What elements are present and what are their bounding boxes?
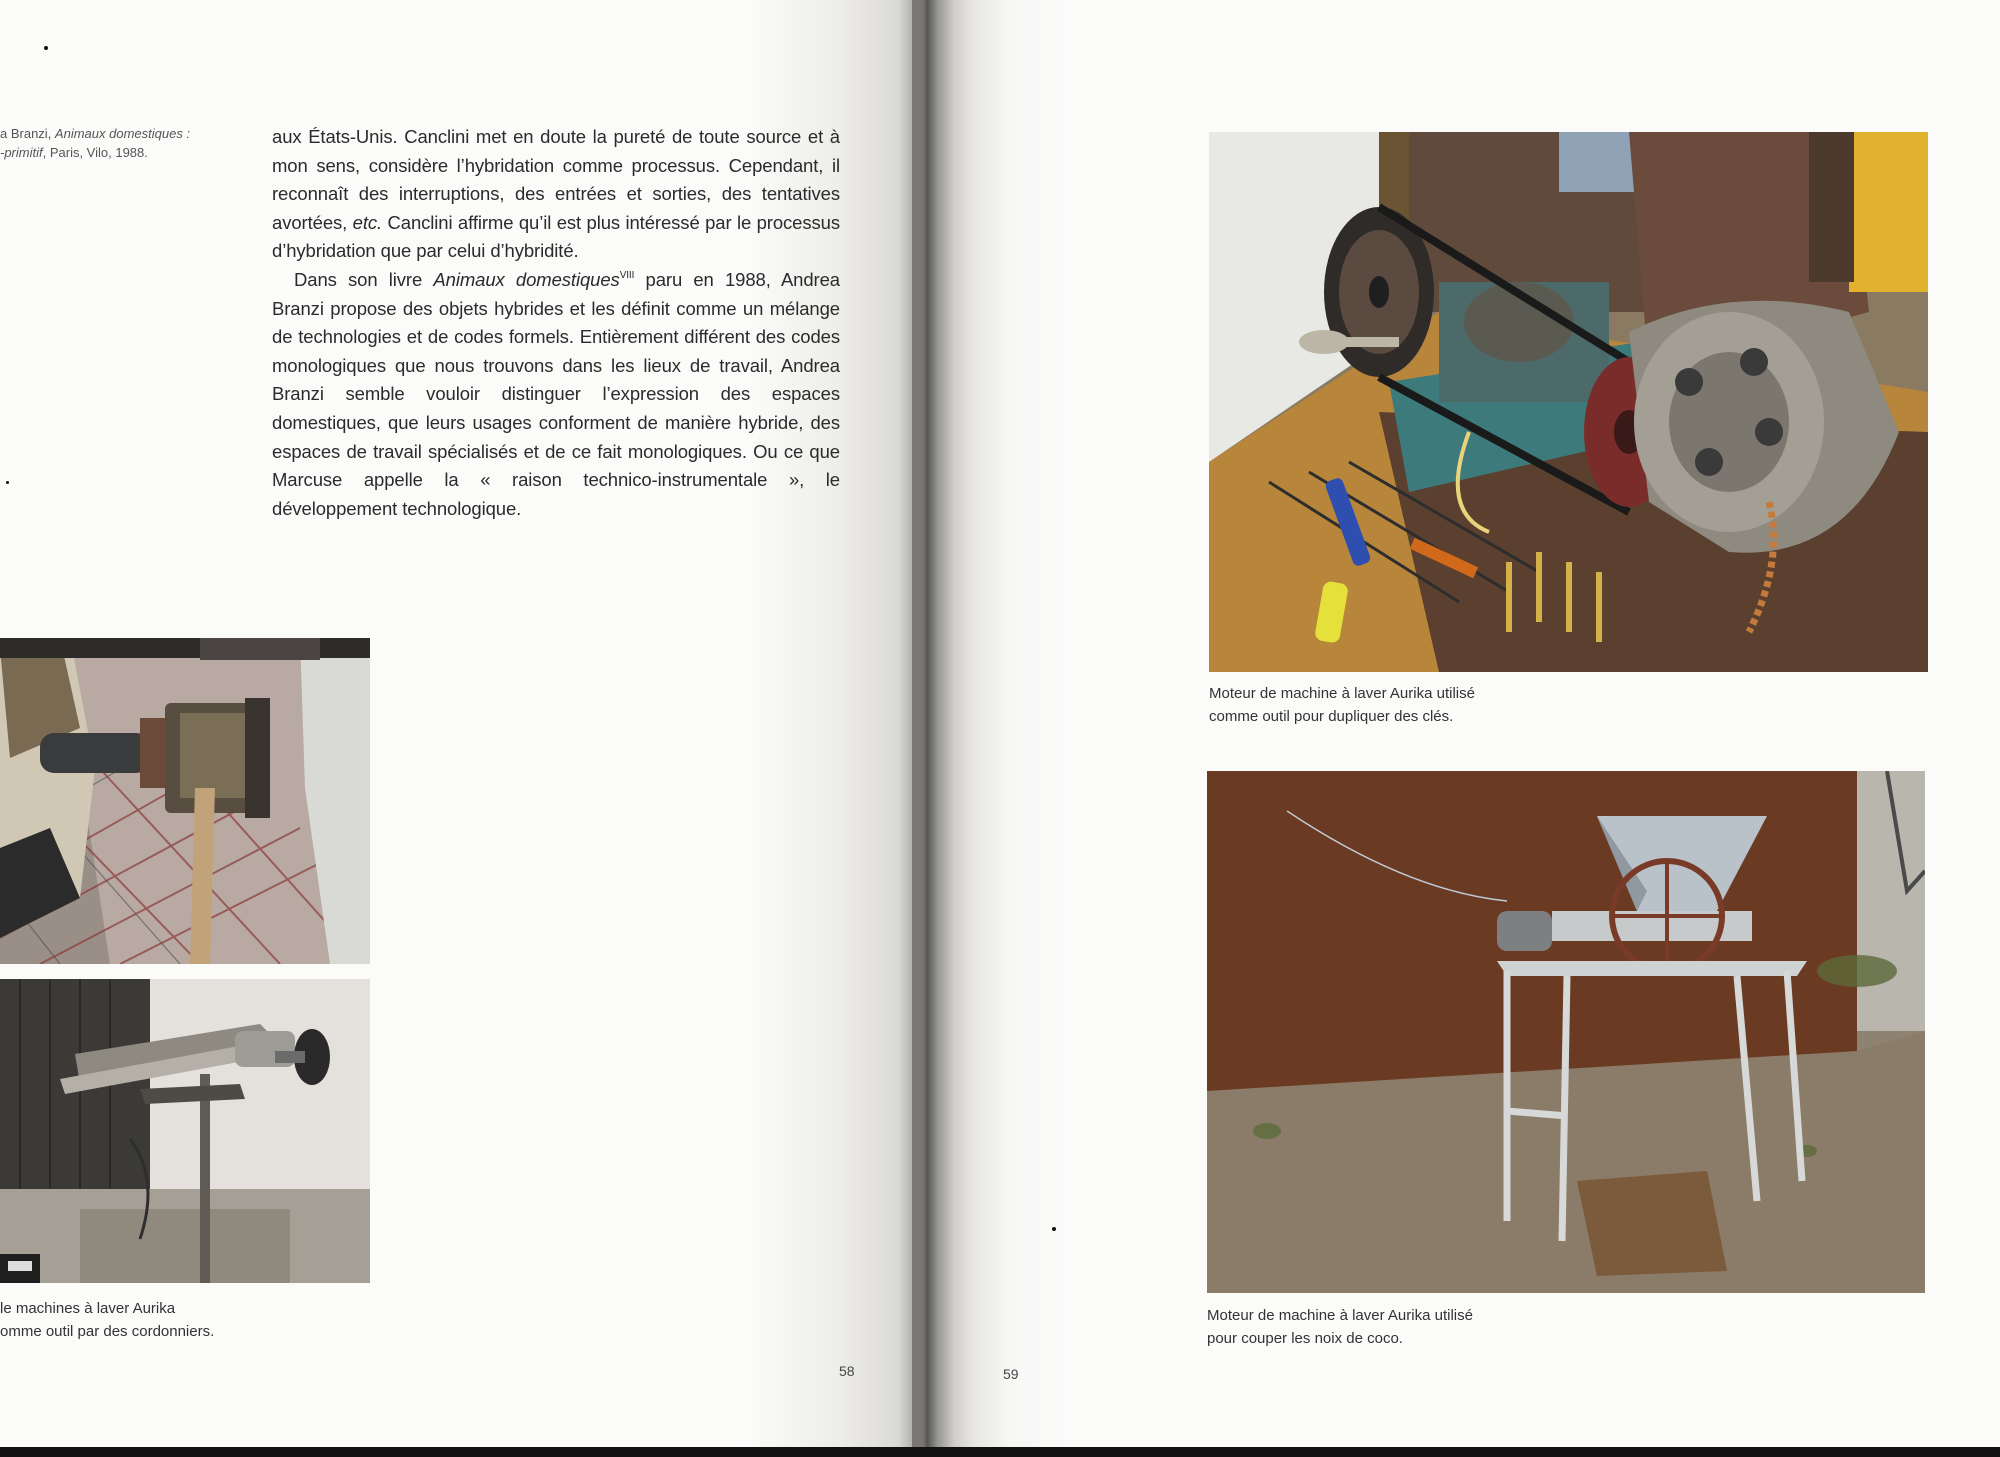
dust-speck: [6, 481, 9, 484]
page-number-right: 59: [1003, 1366, 1019, 1382]
paragraph-1: aux États-Unis. Canclini met en doute la pureté de toute source et à mon sens, considère l’hybridation comme processus. Cependant, il reconnaît des interruptions, des entrées et sorties, des tentatives avortées, etc. Canclini affirme qu’il est plus intéressé par le processus d’hybridation que par celui d’hybridité.: [272, 126, 840, 262]
margin-note-line-1: a Branzi, Animaux domestiques :: [0, 126, 191, 141]
body-text: [272, 123, 840, 523]
dust-speck: [44, 46, 48, 50]
book-gutter: [898, 0, 954, 1447]
dust-speck: [1052, 1227, 1056, 1231]
caption-cobblers: le machines à laver Aurika omme outil par des cordonniers.: [0, 1300, 215, 1340]
caption-coconut-cutter: Moteur de machine à laver Aurika utilisé pour couper les noix de coco.: [1207, 1307, 1473, 1347]
page-number-left: 58: [839, 1363, 855, 1379]
photo-cobbler-motor-floor: [0, 638, 370, 964]
paragraph-2: Dans son livre Animaux domestiques$^{VIII}$ paru en 1988, Andrea Branzi propose des objets hybrides et les définit comme un mélange de technologies et de codes formels. Entièrement différent des codes monologiques que nous trouvons dans les lieux de travail, Andrea Branzi semble vouloir distinguer l’expression des espaces domestiques, que leurs usages conforment de manière hybride, des espaces de travail spécialisés et de ce fait monologiques. Ou ce que Marcuse appelle la « raison technico-instrumentale », le développement technologique.: [272, 268, 840, 519]
photo-coconut-cutter: [1207, 771, 1925, 1293]
scan-edge: [0, 1447, 2000, 1457]
photo-key-duplicator: [1209, 132, 1928, 672]
margin-note: [0, 124, 210, 162]
photo-cobbler-grinder-stand: [0, 979, 370, 1283]
caption-key-duplicator: Moteur de machine à laver Aurika utilisé comme outil pour dupliquer des clés.: [1209, 685, 1475, 725]
margin-note-line-2: -primitif, Paris, Vilo, 1988.: [0, 145, 148, 160]
endnote-reference: VIII: [619, 269, 635, 281]
